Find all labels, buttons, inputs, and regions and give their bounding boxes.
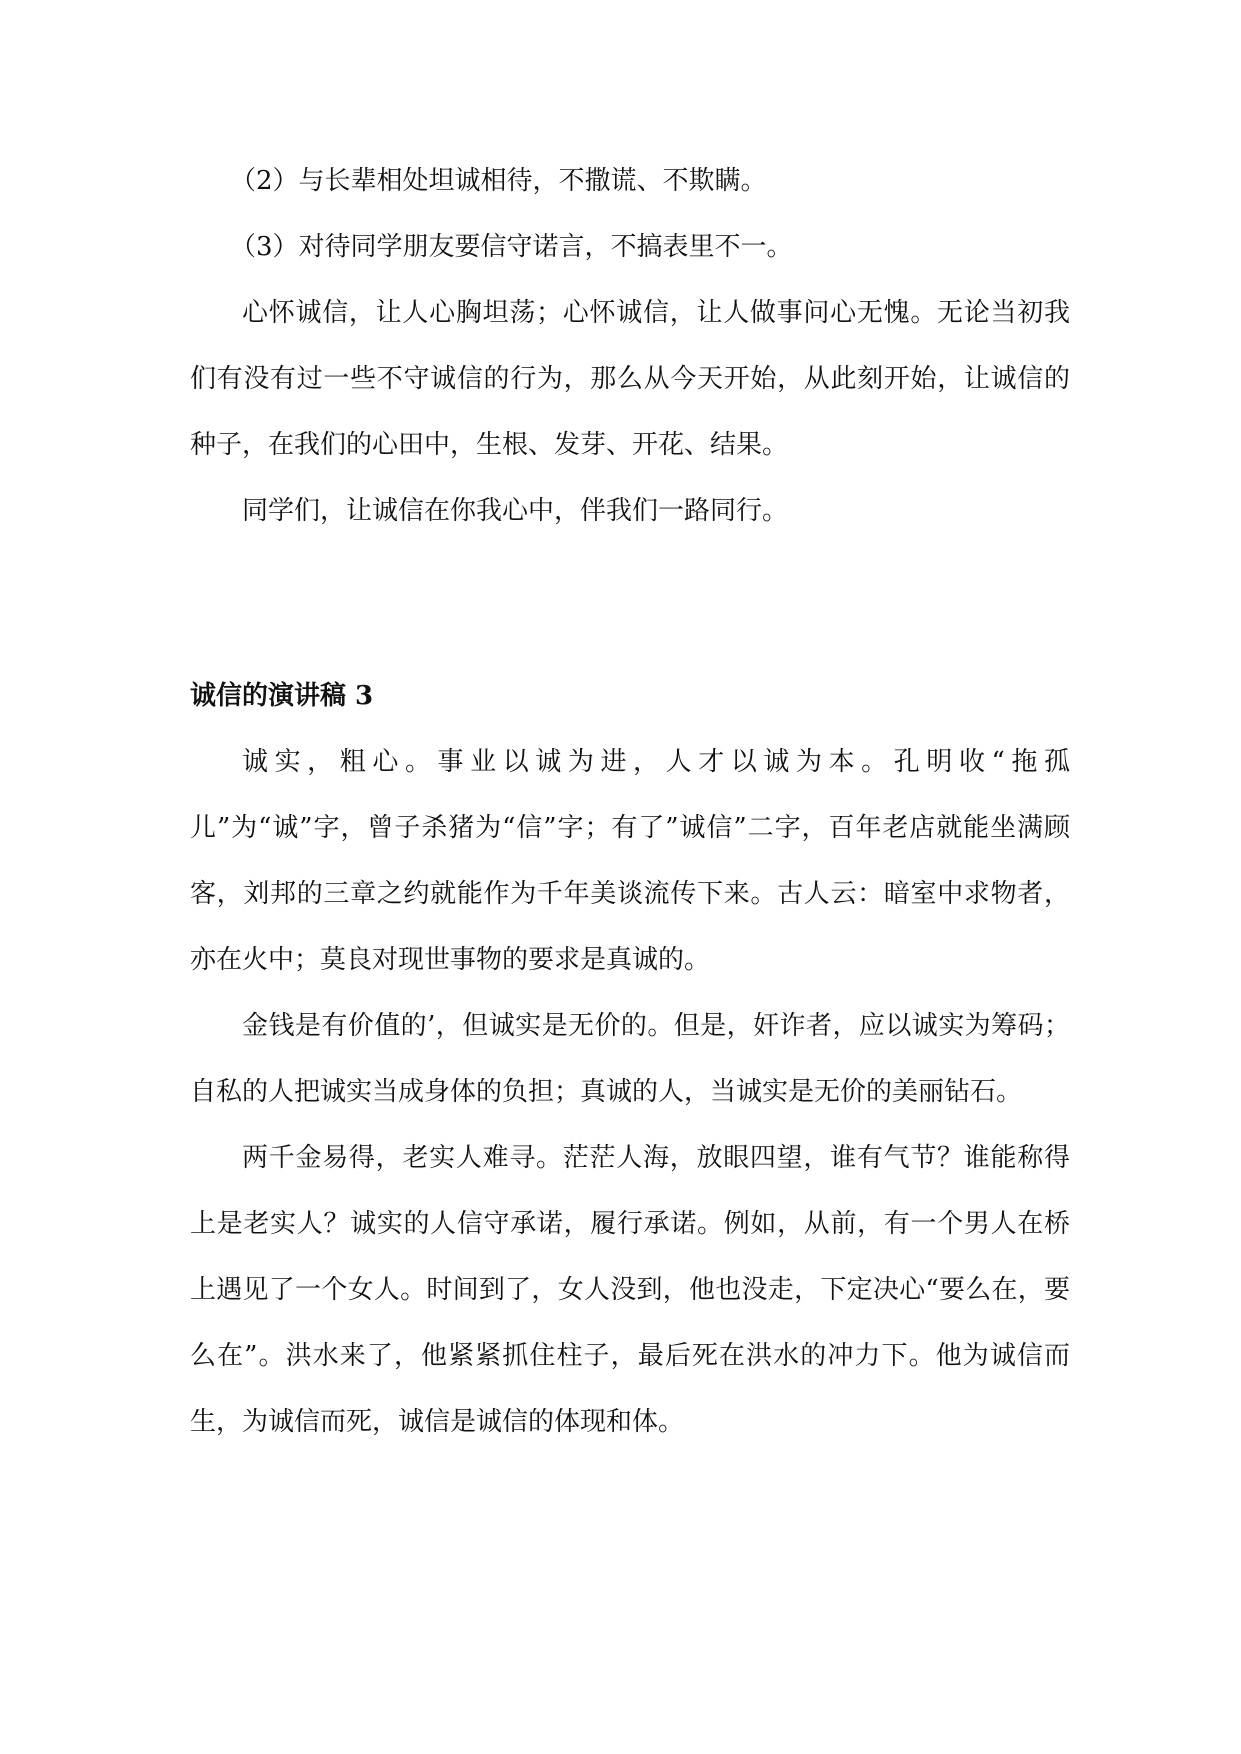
list-item-2: （2）与长辈相处坦诚相待，不撒谎、不欺瞒。 bbox=[230, 166, 767, 196]
paragraph-integrity-heart: 心怀诚信，让人心胸坦荡；心怀诚信，让人做事问心无愧。无论当初我们有没有过一些不守诚信的行为，那么从今天开始，从此刻开始，让诚信的种子，在我们的心田中，生根、发芽、开花、结果。 bbox=[190, 298, 1070, 460]
section-3 bbox=[190, 663, 1070, 1455]
top-section bbox=[190, 148, 1070, 544]
paragraph-classmates: 同学们，让诚信在你我心中，伴我们一路同行。 bbox=[242, 496, 789, 526]
section-title: 诚信的演讲稿 3 bbox=[190, 681, 374, 711]
list-item-3: （3）对待同学朋友要信守诺言，不搞表里不一。 bbox=[230, 232, 793, 262]
paragraph-money-honesty: 金钱是有价值的’，但诚实是无价的。但是，奸诈者，应以诚实为筹码；自私的人把诚实当成身体的负担；真诚的人，当诚实是无价的美丽钻石。 bbox=[190, 1011, 1070, 1107]
paragraph-honesty-intro: 诚实，粗心。事业以诚为进，人才以诚为本。孔明收“拖孤儿”为“诚”字，曾子杀猪为“信”字；有了”诚信”二字，百年老店就能坐满顾客，刘邦的三章之约就能作为千年美谈流传下来。古人云：暗室中求物者，亦在火中；莫良对现世事物的要求是真诚的。 bbox=[190, 747, 1070, 975]
paragraph-honest-person: 两千金易得，老实人难寻。茫茫人海，放眼四望，谁有气节？谁能称得上是老实人？诚实的人信守承诺，履行承诺。例如，从前，有一个男人在桥上遇见了一个女人。时间到了，女人没到，他也没走，下定决心“要么在，要么在”。洪水来了，他紧紧抓住柱子，最后死在洪水的冲力下。他为诚信而生，为诚信而死，诚信是诚信的体现和体。 bbox=[190, 1143, 1070, 1437]
